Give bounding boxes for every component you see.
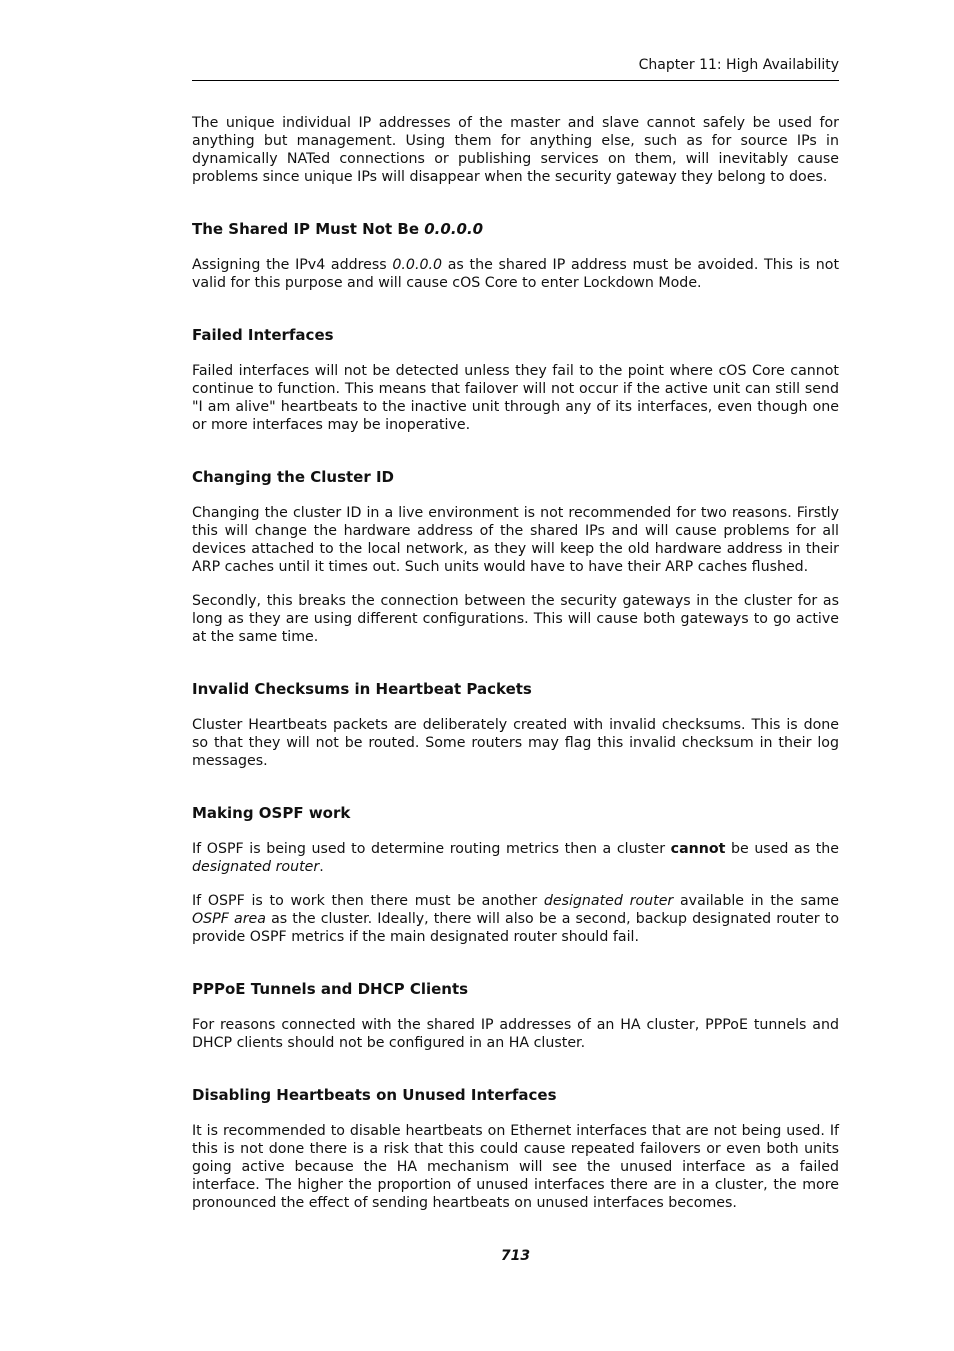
section-cluster-id-paragraph-1: Changing the cluster ID in a live environment is not recommended for two reasons. Firstly this will change the hardware address of the shared IPs and will cause problems for all devices attached to the local network, as they will keep the old hardware address in their ARP caches until it times out. Such units would have to have their ARP caches flushed. bbox=[192, 505, 839, 575]
page-number: 713 bbox=[500, 1248, 531, 1264]
section-heading-failed-interfaces: Failed Interfaces bbox=[192, 326, 334, 344]
section-heading-pppoe: PPPoE Tunnels and DHCP Clients bbox=[192, 980, 469, 998]
section-ospf-paragraph-2: If OSPF is to work then there must be another designated router available in the same OSPF area as the cluster. Ideally, there will also be a second, backup designated router to provide OSPF metrics if the main designated router should fail. bbox=[192, 893, 839, 945]
section-cluster-id-paragraph-2: Secondly, this breaks the connection between the security gateways in the cluster for as long as they are using different configurations. This will cause both gateways to go active at the same time. bbox=[192, 593, 839, 645]
section-pppoe-paragraph: For reasons connected with the shared IP addresses of an HA cluster, PPPoE tunnels and DHCP clients should not be configured in an HA cluster. bbox=[192, 1017, 839, 1051]
section-invalid-checksums-paragraph: Cluster Heartbeats packets are deliberately created with invalid checksums. This is done so that they will not be routed. Some routers may flag this invalid checksum in their log messages. bbox=[192, 717, 839, 769]
section-heading-shared-ip: The Shared IP Must Not Be 0.0.0.0 bbox=[192, 220, 484, 238]
running-header: Chapter 11: High Availability bbox=[638, 57, 839, 73]
section-ospf-paragraph-1: If OSPF is being used to determine routing metrics then a cluster cannot be used as the designated router. bbox=[192, 841, 839, 875]
section-failed-interfaces-paragraph: Failed interfaces will not be detected unless they fail to the point where cOS Core cannot continue to function. This means that failover will not occur if the active unit can still send "I am alive" heartbeats to the inactive unit through any of its interfaces, even though one or more interfaces may be inoperative. bbox=[192, 363, 839, 433]
page-body bbox=[192, 114, 839, 1228]
section-shared-ip-paragraph: Assigning the IPv4 address 0.0.0.0 as the shared IP address must be avoided. This is not valid for this purpose and will cause cOS Core to enter Lockdown Mode. bbox=[192, 257, 840, 291]
section-heading-cluster-id: Changing the Cluster ID bbox=[192, 468, 395, 486]
section-heading-invalid-checksums: Invalid Checksums in Heartbeat Packets bbox=[192, 680, 532, 698]
section-heartbeats-paragraph: It is recommended to disable heartbeats on Ethernet interfaces that are not being used. If this is not done there is a risk that this could cause repeated failovers or even both units going active because the HA mechanism will see the unused interface as a failed interface. The higher the proportion of unused interfaces there are in a cluster, the more pronounced the effect of sending heartbeats on unused interfaces becomes. bbox=[192, 1123, 839, 1211]
section-heading-heartbeats: Disabling Heartbeats on Unused Interfaces bbox=[192, 1086, 557, 1104]
header-rule bbox=[192, 80, 839, 81]
section-heading-ospf: Making OSPF work bbox=[192, 804, 351, 822]
intro-paragraph: The unique individual IP addresses of the master and slave cannot safely be used for anything but management. Using them for anything else, such as for source IPs in dynamically NATed connections or publishing services on them, will inevitably cause problems since unique IPs will disappear when the security gateway they belong to does. bbox=[192, 115, 839, 185]
